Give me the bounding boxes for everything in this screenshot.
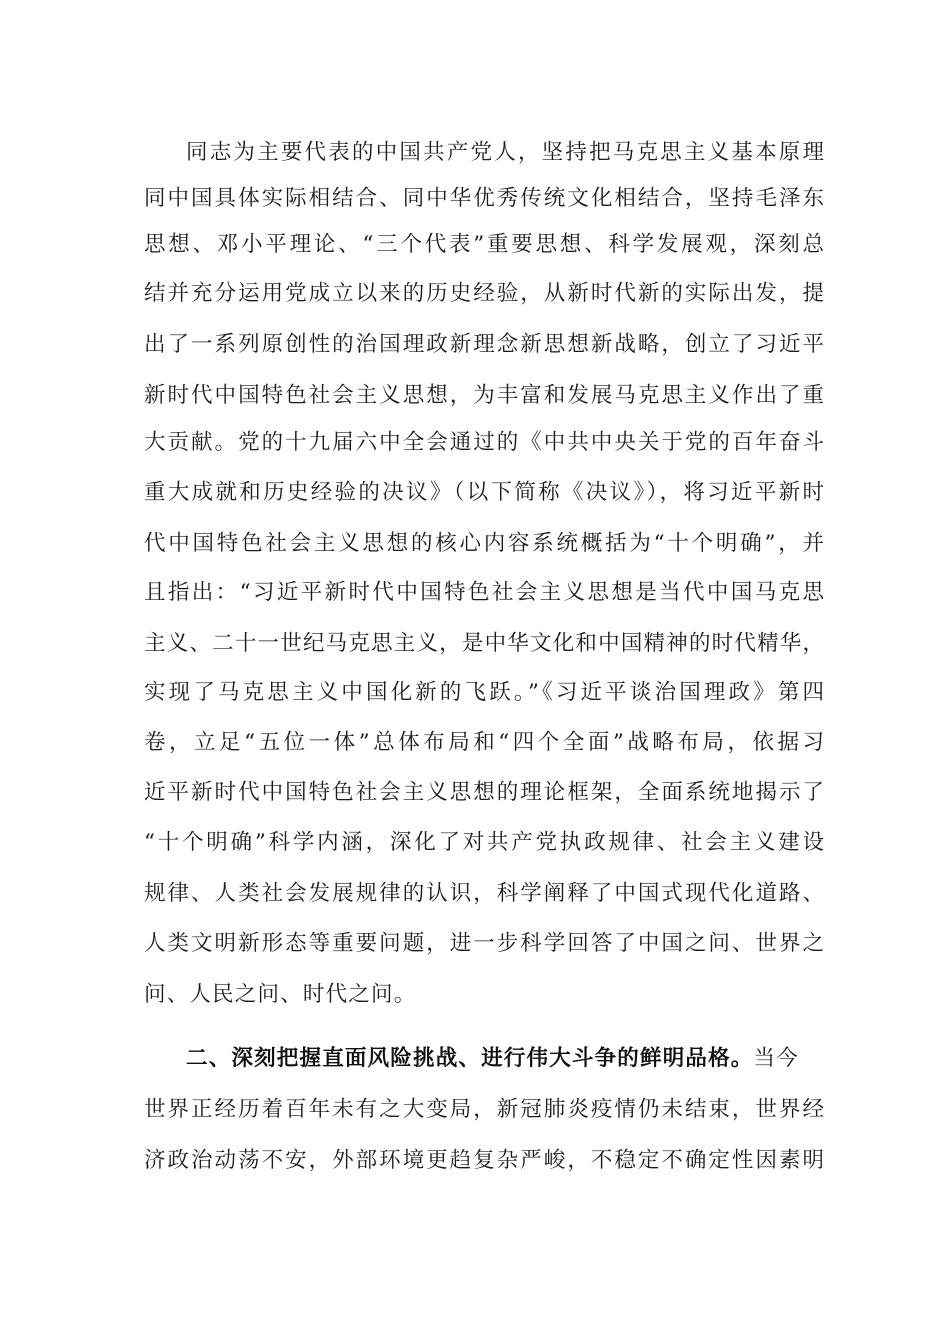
paragraph1-line: 人类文明新形态等重要问题，进一步科学回答了中国之问、世界之 xyxy=(144,931,824,956)
paragraph1-line: 代中国特色社会主义思想的核心内容系统概括为“十个明确”，并 xyxy=(144,531,824,556)
paragraph1-line: 大贡献。党的十九届六中全会通过的《中共中央关于党的百年奋斗 xyxy=(144,430,824,455)
paragraph1-line: 主义、二十一世纪马克思主义，是中华文化和中国精神的时代精华， xyxy=(144,631,824,656)
paragraph2-first-line xyxy=(186,1036,824,1082)
paragraph1-line: 且指出：“习近平新时代中国特色社会主义思想是当代中国马克思 xyxy=(144,580,824,605)
paragraph1-last-line: 问、人民之问、时代之问。 xyxy=(144,982,417,1007)
paragraph2-line: 济政治动荡不安，外部环境更趋复杂严峻，不稳定不确定性因素明 xyxy=(144,1148,824,1173)
paragraph1-line: 近平新时代中国特色社会主义思想的理论框架，全面系统地揭示了 xyxy=(144,780,824,805)
paragraph1-line: 重大成就和历史经验的决议》（以下简称《决议》），将习近平新时 xyxy=(144,480,824,505)
paragraph1-line: 实现了马克思主义中国化新的飞跃。”《习近平谈治国理政》第四 xyxy=(144,680,824,705)
paragraph1-line: 思想、邓小平理论、“三个代表”重要思想、科学发展观，深刻总 xyxy=(144,232,824,257)
paragraph1-line: 出了一系列原创性的治国理政新理念新思想新战略，创立了习近平 xyxy=(144,332,824,357)
section-heading: 二、深刻把握直面风险挑战、进行伟大斗争的鲜明品格。 xyxy=(186,1046,754,1071)
paragraph1-line: 同志为主要代表的中国共产党人，坚持把马克思主义基本原理 xyxy=(186,140,824,165)
paragraph1-line: “十个明确”科学内涵，深化了对共产党执政规律、社会主义建设 xyxy=(144,830,824,855)
paragraph1-line: 新时代中国特色社会主义思想，为丰富和发展马克思主义作出了重 xyxy=(144,383,824,408)
paragraph1-line: 同中国具体实际相结合、同中华优秀传统文化相结合，坚持毛泽东 xyxy=(144,186,824,211)
paragraph2-line: 世界正经历着百年未有之大变局，新冠肺炎疫情仍未结束，世界经 xyxy=(144,1097,824,1122)
paragraph1-line: 规律、人类社会发展规律的认识，科学阐释了中国式现代化道路、 xyxy=(144,881,824,906)
paragraph2-first-line-rest: 当今 xyxy=(753,1046,799,1071)
paragraph1-line: 卷，立足“五位一体”总体布局和“四个全面”战略布局，依据习 xyxy=(144,730,824,755)
paragraph1-line: 结并充分运用党成立以来的历史经验，从新时代新的实际出发，提 xyxy=(144,281,824,306)
